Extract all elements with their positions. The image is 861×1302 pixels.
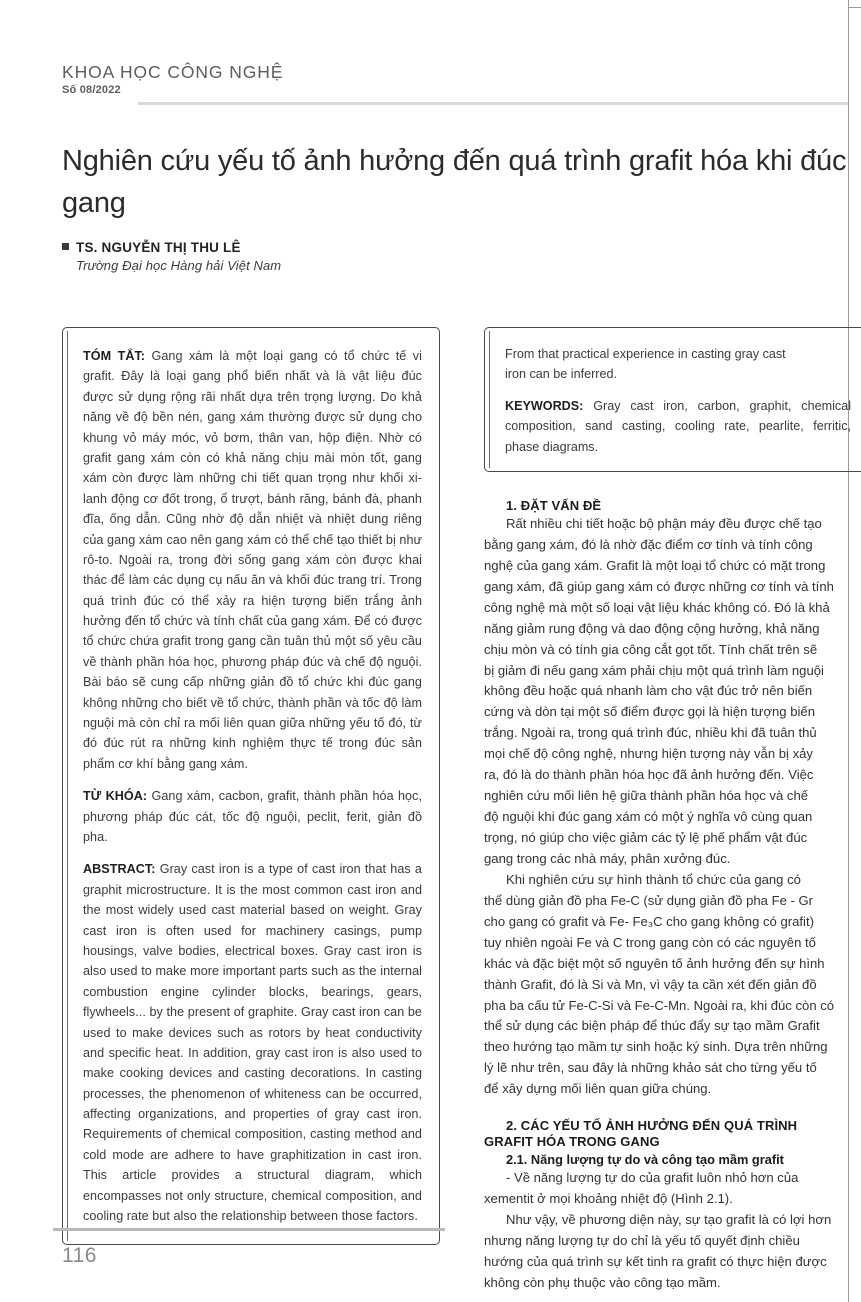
s1-par2-line-9: lý lẽ như trên, sau đây là những khảo sát cho từng yếu tố	[484, 1060, 817, 1076]
tomtat-text: Gang xám là một loại gang có tổ chức tế vi grafit. Đây là loại gang phổ biến nhất và là vật liệu đúc được sử dụng rộng rãi nhất dựa trên trọng lượng. Do khả năng về độ bền nén, gang xám thường được sử dụng cho khung vỏ máy móc, vỏ bơm, thân van, hộp điện. Nhờ có grafit gang xám còn có khả năng chịu mài mòn tốt, gang xám còn được làm những chi tiết quan trọng như khối xi-lanh động cơ đốt trong, ổ trượt, bánh răng, bánh đà, phanh đĩa, ống dẫn. Cũng nhờ độ dẫn nhiệt và nhiệt dung riêng của gang xám cao nên gang xám có thể chế tạo thiết bị như rô-to. Ngoài ra, trong đời sống gang xám còn được khai thác để làm các dụng cụ nấu ăn và khối đúc trang trí. Trong quá trình đúc có thể xảy ra hiện tượng biến trắng ảnh hưởng đến tổ chức và tính chất của gang xám. Để có được tổ chức chứa grafit trong gang cần tuân thủ một số yêu cầu về thành phần hóa học, phương pháp đúc và chế độ nguội. Bài báo sẽ cung cấp những giản đồ tổ chức khi đúc gang không những cho biết về tổ chức, thành phần và tốc độ làm nguội mà còn chỉ ra mối liên quan giữa những yếu tố đó, từ đó đúc rút ra những kinh nghiệm thực tế trong đúc sản phẩm cơ khí bằng gang xám.	[83, 349, 423, 771]
abstract-continuation-line-1: From that practical experience in casting gray cast	[505, 347, 786, 361]
s21-par2-line-1: nhưng năng lượng tự do chỉ là yếu tố quyết định chiều	[484, 1233, 800, 1249]
page-frame-top-edge	[848, 7, 861, 8]
s1-par2-line-5: thành Grafit, đó là Si và Mn, vì vậy ta cần xét đến giản đồ	[484, 976, 817, 992]
left-column	[62, 327, 440, 1245]
s21-par2-line-0: Như vậy, về phương diện này, sự tạo grafit là có lợi hơn	[506, 1212, 832, 1228]
tomtat-paragraph	[83, 346, 422, 774]
abstract-text: Gray cast iron is a type of cast iron that has a graphit microstructure. It is the most common cast iron and the most widely used cast material based on weight. Gray cast iron is often used for machinery casings, pump housings, valve bodies, electrical boxes. Gray cast iron is also used to make more important parts such as the internal combustion engine cylinder blocks, bearings, gears, flywheels... by the present of graphite. Gray cast iron can be used to make devices such as rotors by heat conductivity and specific heat. In addition, gray cast iron is also used to make cooking devices and casting decorations. In casting processes, the phenomenon of whiteness can be occurred, affecting organizations, and properties of gray cast iron. Requirements of chemical composition, casting method and cold mode are adhere to have graphitization in cast iron. This article provides a structural diagram, which encompasses not only structure, chemical composition, and cooling rate but also the relationship between those factors.	[83, 862, 422, 1224]
abstract-continuation	[505, 344, 851, 385]
page-title: Nghiên cứu yếu tố ảnh hưởng đến quá trình grafit hóa khi đúc gang	[62, 145, 847, 219]
keywords-paragraph	[505, 396, 851, 457]
keywords-box	[484, 327, 861, 472]
s1-line-10: trắng. Ngoài ra, trong quá trình đúc, nhiều khi đã tuân thủ	[484, 725, 817, 741]
s1-line-3: gang xám, đã giúp gang xám có được những cơ tính và tính	[484, 578, 834, 594]
s1-par2-line-8: theo hướng tạo mầm tự sinh hoặc ký sinh. Dựa trên những	[484, 1039, 828, 1055]
s1-line-2: nghệ của gang xám. Grafit là một loại tổ chức có mặt trong	[484, 557, 826, 573]
tomtat-label: TÓM TẮT:	[83, 349, 146, 363]
s1-line-9: cứng và dòn tại một số điểm được gọi là hiện tượng biến	[484, 704, 815, 720]
abstract-box	[62, 327, 440, 1245]
keywords-text: Gray cast iron, carbon, graphit, chemical composition, sand casting, cooling rate, pearlite, ferritic, phase diagrams.	[505, 398, 851, 454]
section-1-heading: 1. ĐẶT VẤN ĐỀ	[506, 497, 602, 513]
s1-line-16: gang trong các nhà máy, phân xưởng đúc.	[484, 850, 731, 866]
abstract-label: ABSTRACT:	[83, 862, 156, 877]
author-affiliation: Trường Đại học Hàng hải Việt Nam	[76, 258, 282, 273]
s1-par2-line-6: pha ba cấu tử Fe-C-Si và Fe-C-Mn. Ngoài ra, khi đúc còn có	[484, 997, 835, 1013]
s1-line-6: chịu mòn và có tính gia công cắt gọt tốt. Tính chất trên sẽ	[484, 641, 818, 657]
s1-line-15: trọng, nó giúp cho việc giảm các tỷ lệ phế phẩm vật đúc	[484, 830, 808, 846]
s1-line-4: công nghệ mà một số loại vật liệu khác không có. Đó là khả	[484, 599, 830, 615]
s1-line-1: bằng gang xám, đó là nhờ đặc điểm cơ tính và tính công	[484, 536, 813, 552]
s1-line-14: độ nguội khi đúc gang xám có một ý nghĩa vô cùng quan	[484, 809, 813, 825]
section-2-heading-line-1: 2. CÁC YẾU TỐ ẢNH HƯỞNG ĐẾN QUÁ TRÌNH	[506, 1118, 798, 1134]
s1-line-13: nghiên cứu mối liên hệ giữa thành phần hóa học và chế	[484, 788, 809, 804]
s1-line-8: không đều hoặc quá nhanh làm cho vật đúc trở nên biến	[484, 683, 813, 699]
s1-par2-line-10: để xây dựng mối liên quan giữa chúng.	[484, 1081, 712, 1097]
s1-par2-line-0: Khi nghiên cứu sự hình thành tổ chức của gang có	[506, 871, 801, 887]
s1-line-5: năng giảm rung động và dao động cộng hưởng, khả năng	[484, 620, 820, 636]
section-2-1-heading: 2.1. Năng lượng tự do và công tạo mầm grafit	[506, 1152, 784, 1168]
page-number: 116	[62, 1244, 97, 1267]
s1-line-12: ra, đó là do thành phần hóa học đã ảnh hưởng đến. Việc	[484, 767, 814, 783]
s21-par2-line-2: hướng của quá trình sự kết tinh ra grafit có thực hiện được	[484, 1253, 827, 1269]
s21-par2-line-3: không còn phụ thuộc vào công tạo mầm.	[484, 1274, 721, 1290]
square-bullet-icon	[62, 243, 69, 250]
section-2	[484, 1118, 861, 1294]
keywords-label: KEYWORDS:	[505, 398, 584, 413]
masthead-rule	[138, 102, 848, 105]
masthead-title: KHOA HỌC CÔNG NGHỆ	[62, 62, 284, 82]
author-name: TS. NGUYỄN THỊ THU LÊ	[76, 240, 241, 255]
footer-rule	[53, 1228, 445, 1231]
author-row	[62, 240, 562, 255]
abstract-paragraph	[83, 859, 422, 1226]
s1-par2-line-3: tuy nhiên ngoài Fe và C trong gang còn có các nguyên tố	[484, 934, 816, 950]
s21-line-1: xementit ở mọi khoảng nhiệt độ (Hình 2.1).	[484, 1191, 733, 1207]
s1-par2-line-7: thể sử dụng các biện pháp để thúc đẩy sự tạo mầm Grafit	[484, 1018, 820, 1034]
s1-line-0: Rất nhiều chi tiết hoặc bộ phận máy đều được chế tạo	[506, 515, 822, 531]
masthead-issue: Số 08/2022	[62, 84, 121, 97]
s1-line-11: mọi chế độ công nghệ, nhưng hiện tượng này vẫn bị xảy	[484, 746, 813, 762]
s1-par2-line-1: thể dùng giản đồ pha Fe-C (sử dụng giản đồ pha Fe - Gr	[484, 892, 814, 908]
abstract-continuation-line-2: iron can be inferred.	[505, 367, 618, 382]
author-block	[62, 240, 562, 273]
tukhoa-text: Gang xám, cacbon, grafit, thành phần hóa học, phương pháp đúc cát, tốc độ nguội, peclit, ferit, giản đồ pha.	[83, 789, 422, 844]
tukhoa-label: TỪ KHÓA:	[83, 789, 148, 804]
section-2-heading-line-2: GRAFIT HÓA TRONG GANG	[484, 1134, 660, 1150]
s1-par2-line-2: cho gang có grafit và Fe- Fe₃C cho gang không có grafit)	[484, 913, 814, 929]
right-column	[484, 327, 861, 1290]
s1-line-7: bị giảm đi nếu gang xám phải chịu một quá trình làm nguội	[484, 662, 824, 678]
masthead	[62, 62, 802, 96]
s21-line-0: - Về năng lượng tự do của grafit luôn nhỏ hơn của	[506, 1170, 799, 1186]
s1-par2-line-4: khác và đặc biệt một số nguyên tố ảnh hưởng đến sự hình	[484, 955, 825, 971]
section-1	[484, 498, 861, 1100]
tukhoa-paragraph	[83, 786, 422, 847]
